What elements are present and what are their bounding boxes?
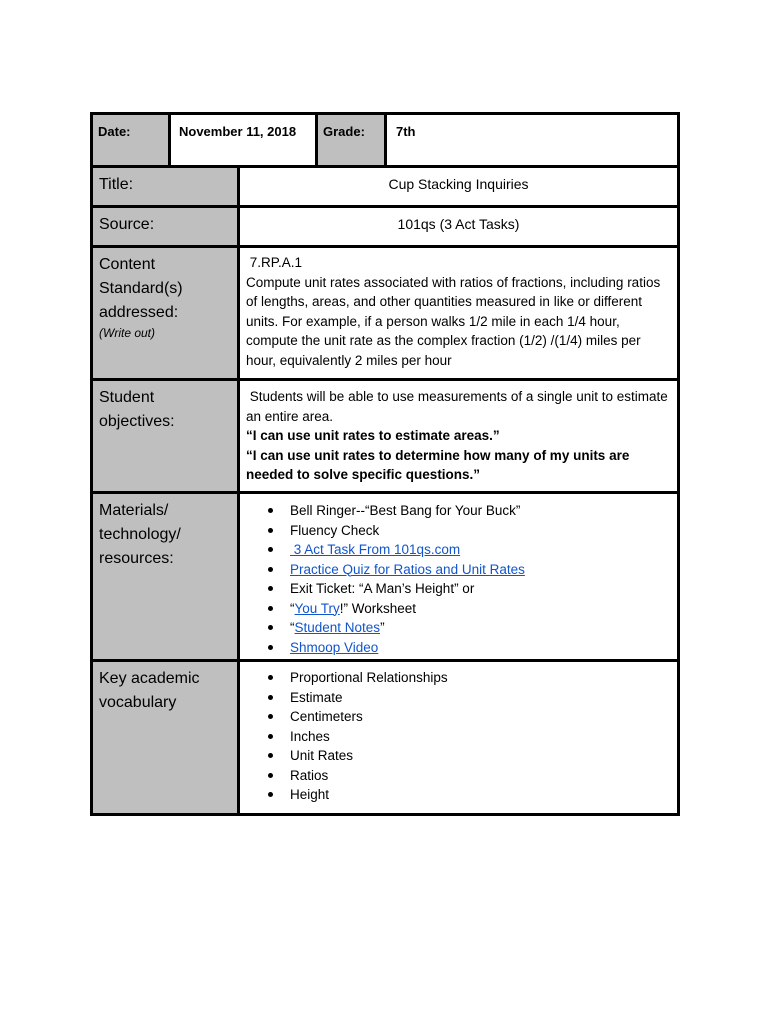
vocabulary-label-cell — [93, 662, 237, 813]
list-item: Centimeters — [268, 707, 677, 727]
grade-label-cell — [318, 115, 384, 165]
title-label: Title: — [99, 176, 134, 193]
content-standard-label-cell — [93, 248, 237, 378]
source-value-cell — [240, 208, 677, 245]
source-value: 101qs (3 Act Tasks) — [397, 216, 520, 232]
grade-value: 7th — [396, 124, 416, 139]
three-act-task-link[interactable]: 3 Act Task From 101qs.com — [290, 542, 461, 557]
list-item — [268, 560, 677, 580]
bullet-icon — [268, 695, 273, 700]
date-label-cell — [93, 115, 168, 165]
list-item — [268, 638, 677, 658]
bullet-icon — [268, 528, 273, 533]
list-item: “You Try!” Worksheet — [268, 599, 677, 619]
bullet-icon — [268, 714, 273, 719]
grade-label: Grade: — [323, 124, 365, 139]
objectives-label: Student objectives: — [99, 389, 175, 430]
content-standard-value-cell — [240, 248, 677, 378]
list-item: Proportional Relationships — [268, 668, 677, 688]
list-item: Bell Ringer--“Best Bang for Your Buck” — [268, 501, 677, 521]
bullet-icon — [268, 586, 273, 591]
objective-statement-1: “I can use unit rates to estimate areas.” — [246, 428, 500, 443]
you-try-link[interactable]: You Try — [294, 600, 340, 616]
objectives-text: Students will be able to use measurements of a single unit to estimate an entire area. — [246, 389, 672, 424]
date-label: Date: — [98, 124, 131, 139]
bullet-icon — [268, 567, 273, 572]
list-item: Height — [268, 785, 677, 805]
bullet-icon — [268, 547, 273, 552]
materials-label-cell — [93, 494, 237, 659]
vocabulary-list — [240, 662, 677, 805]
list-item: Unit Rates — [268, 746, 677, 766]
date-value-cell — [171, 115, 315, 165]
objective-statement-2: “I can use unit rates to determine how many of my units are needed to solve specific questions.” — [246, 447, 630, 482]
bullet-icon — [268, 645, 273, 650]
vocabulary-value-cell — [240, 662, 677, 813]
list-item: Estimate — [268, 688, 677, 708]
materials-value-cell — [240, 494, 677, 659]
list-item: Exit Ticket: “A Man’s Height” or — [268, 579, 677, 599]
standard-text: Compute unit rates associated with ratios of fractions, including ratios of lengths, areas, and other quantities measured in like or different units. For example, if a person walks 1/2 mile in each 1/4 hour, compute the unit rate as the complex fraction (1/2) /(1/4) miles per hour, equivalently 2 miles per hour — [246, 274, 661, 368]
objectives-value-cell — [240, 381, 677, 491]
title-value: Cup Stacking Inquiries — [388, 176, 529, 192]
list-item: Ratios — [268, 766, 677, 786]
date-value: November 11, 2018 — [179, 124, 297, 139]
objectives-label-cell — [93, 381, 237, 491]
lesson-plan-table — [90, 112, 680, 816]
standard-code: 7.RP.A.1 — [246, 255, 303, 270]
bullet-icon — [268, 753, 273, 758]
bullet-icon — [268, 792, 273, 797]
grade-value-cell — [387, 115, 677, 165]
list-item — [268, 540, 677, 560]
content-standard-label: Content Standard(s) addressed: — [99, 256, 183, 321]
list-item: Inches — [268, 727, 677, 747]
title-value-cell — [240, 168, 677, 205]
materials-label: Materials/ technology/ resources: — [99, 502, 181, 567]
source-label-cell — [93, 208, 237, 245]
list-item: Fluency Check — [268, 521, 677, 541]
vocabulary-label: Key academic vocabulary — [99, 670, 200, 711]
content-standard-note: (Write out) — [99, 326, 156, 340]
source-label: Source: — [99, 216, 155, 233]
shmoop-video-link[interactable]: Shmoop Video — [290, 639, 379, 655]
title-label-cell — [93, 168, 237, 205]
practice-quiz-link[interactable]: Practice Quiz for Ratios and Unit Rates — [290, 561, 525, 577]
bullet-icon — [268, 508, 273, 513]
bullet-icon — [268, 773, 273, 778]
bullet-icon — [268, 675, 273, 680]
bullet-icon — [268, 734, 273, 739]
student-notes-link[interactable]: Student Notes — [294, 620, 381, 635]
bullet-icon — [268, 625, 273, 630]
bullet-icon — [268, 606, 273, 611]
list-item: “Student Notes” — [268, 618, 677, 638]
materials-list — [240, 494, 677, 657]
